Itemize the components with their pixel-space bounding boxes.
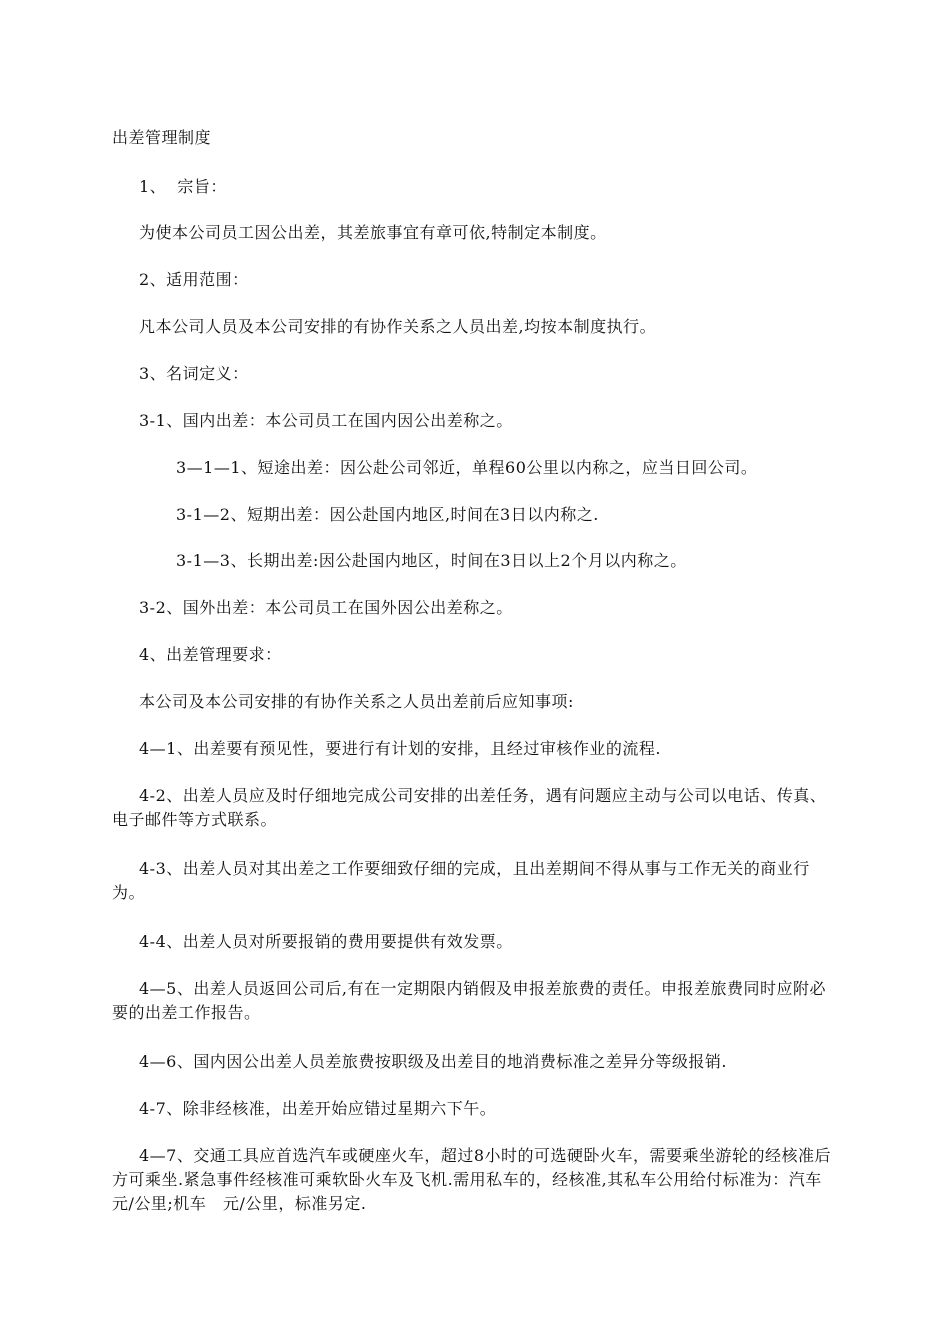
definition-domestic: 3-1、国内出差：本公司员工在国内因公出差称之。 (139, 411, 513, 430)
paragraph-requirements-intro: 本公司及本公司安排的有协作关系之人员出差前后应知事项: (139, 692, 574, 711)
requirement-4-1: 4—1、出差要有预见性，要进行有计划的安排，且经过审核作业的流程. (139, 739, 661, 758)
definition-short-term: 3-1—2、短期出差：因公赴国内地区,时间在3日以内称之. (176, 505, 599, 524)
document-title: 出差管理制度 (112, 128, 212, 147)
paragraph-scope: 凡本公司人员及本公司安排的有协作关系之人员出差,均按本制度执行。 (139, 317, 657, 336)
requirement-4-7b: 4—7、交通工具应首选汽车或硬座火车，超过8小时的可选硬卧火车，需要乘坐游轮的经核准后方可乘坐.紧急事件经核准可乘软卧火车及飞机.需用私车的，经核准,其私车公用给付标准为：汽车 元/公里;机车 元/公里，标准另定. (112, 1146, 856, 1213)
section-heading-definitions: 3、名词定义： (139, 364, 249, 383)
definition-overseas: 3-2、国外出差：本公司员工在国外因公出差称之。 (139, 598, 513, 617)
requirement-4-3: 4-3、出差人员对其出差之工作要细致仔细的完成，且出差期间不得从事与工作无关的商业行为。 (112, 859, 810, 902)
requirement-4-7a: 4-7、除非经核准，出差开始应错过星期六下午。 (139, 1099, 497, 1118)
definition-short-distance: 3—1—1、短途出差：因公赴公司邻近，单程60公里以内称之，应当日回公司。 (176, 458, 758, 477)
section-heading-scope: 2、适用范围： (139, 270, 249, 289)
paragraph-purpose: 为使本公司员工因公出差，其差旅事宜有章可依,特制定本制度。 (139, 223, 607, 242)
requirement-4-2: 4-2、出差人员应及时仔细地完成公司安排的出差任务，遇有问题应主动与公司以电话、传真、电子邮件等方式联系。 (112, 786, 827, 829)
requirement-4-4: 4-4、出差人员对所要报销的费用要提供有效发票。 (139, 932, 513, 951)
requirement-4-5: 4—5、出差人员返回公司后,有在一定期限内销假及申报差旅费的责任。申报差旅费同时应附必要的出差工作报告。 (112, 979, 826, 1022)
definition-long-term: 3-1—3、长期出差:因公赴国内地区，时间在3日以上2个月以内称之。 (176, 551, 687, 570)
section-heading-requirements: 4、出差管理要求： (139, 645, 282, 664)
requirement-4-6: 4—6、国内因公出差人员差旅费按职级及出差目的地消费标准之差异分等级报销. (139, 1052, 727, 1071)
section-heading-purpose: 1、 宗旨： (139, 177, 227, 196)
